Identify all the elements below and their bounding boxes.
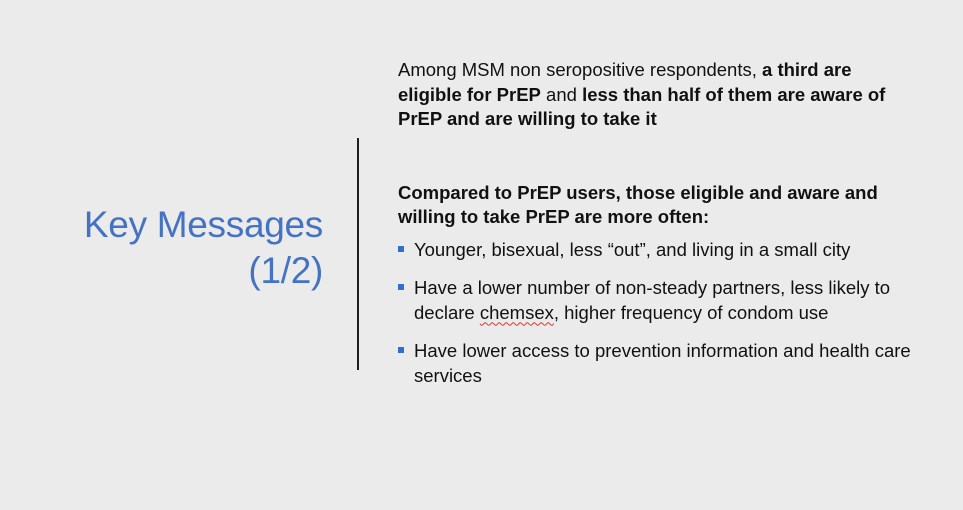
paragraph1-text-1: Among MSM non seropositive respondents, <box>398 59 763 80</box>
bullet-text: Have lower access to prevention information and health care services <box>414 340 911 386</box>
bullet-list <box>398 238 918 389</box>
bullet-item-demographics <box>398 238 918 263</box>
vertical-divider <box>357 138 359 370</box>
title-line-2: (1/2) <box>248 250 323 291</box>
bullet-text: Younger, bisexual, less “out”, and living in a small city <box>414 238 851 260</box>
slide-body <box>398 58 918 402</box>
square-bullet-icon <box>398 347 404 353</box>
bullet-text-part-2: , higher frequency of condom use <box>553 301 829 323</box>
bullet-item-behaviour <box>398 276 918 325</box>
bullet-text-part-1: Have a lower number of non-steady partners, less likely to declare <box>414 277 891 323</box>
paragraph1-bold-1: a third are eligible for PrEP <box>398 59 852 105</box>
paragraph1-text-2: and <box>540 83 583 105</box>
title-line-1: Key Messages <box>83 204 323 245</box>
square-bullet-icon <box>398 246 404 252</box>
paragraph1-bold-2: less than half of them are aware of PrEP and are willing to take it <box>398 83 886 129</box>
spellcheck-flagged-word[interactable]: chemsex <box>479 301 554 323</box>
comparison-heading: Compared to PrEP users, those eligible and aware and willing to take PrEP are more often: <box>398 181 878 227</box>
slide-title <box>84 202 323 294</box>
key-message-paragraph <box>398 58 918 132</box>
square-bullet-icon <box>398 284 404 290</box>
bullet-item-access <box>398 339 918 388</box>
